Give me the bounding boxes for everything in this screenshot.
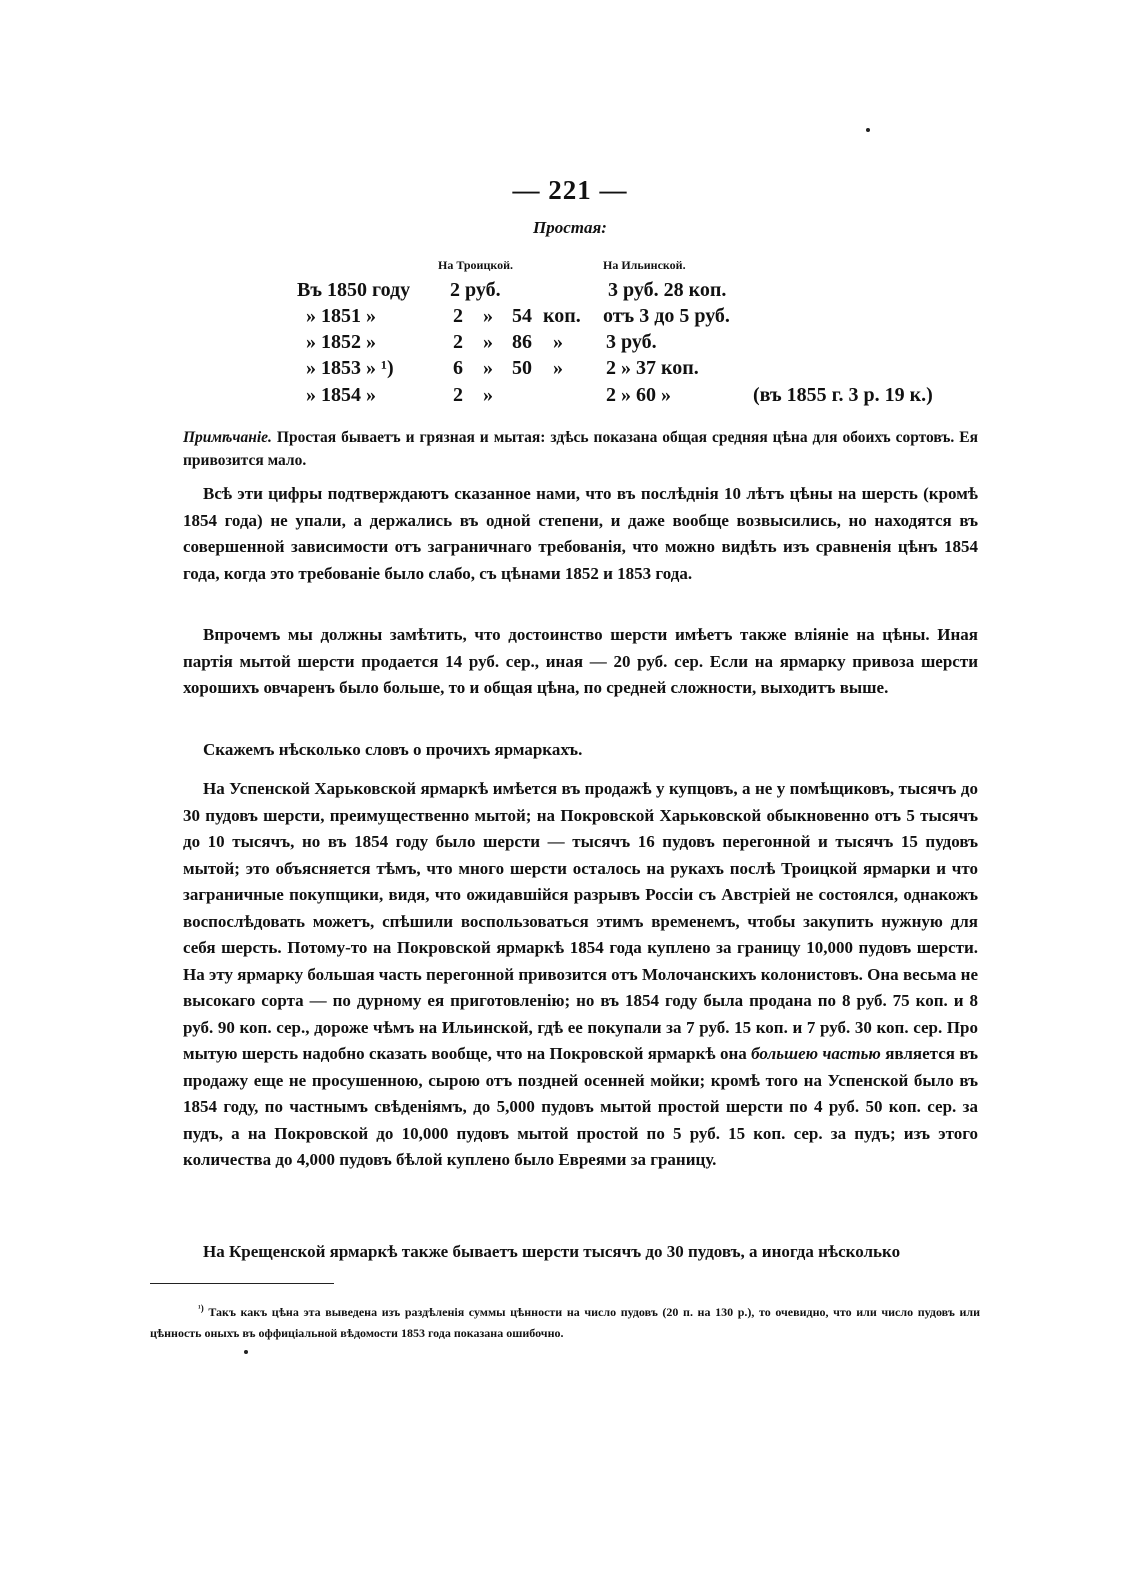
paragraph: Скажемъ нѣсколько словъ о прочихъ ярмаркахъ. bbox=[203, 740, 583, 759]
year-cell: Въ 1850 году bbox=[297, 279, 411, 301]
footnote-text: Такъ какъ цѣна эта выведена изъ раздѣленія суммы цѣнности на число пудовъ (20 п. на 130 р.), то очевидно, что или число пудовъ или цѣнность оныхъ въ оффиціальной вѣдомости 1853 года показана ошибочно. bbox=[150, 1305, 981, 1340]
table-note bbox=[183, 426, 978, 472]
paragraph-last-line: На Крещенской ярмаркѣ также бываетъ шерсти тысячъ до 30 пудовъ, а иногда нѣсколько bbox=[203, 1242, 901, 1261]
troitskaya-cell: » bbox=[483, 384, 493, 406]
troitskaya-cell: коп. bbox=[543, 305, 581, 327]
troitskaya-cell: 2 руб. bbox=[450, 279, 501, 301]
paragraph: Всѣ эти цифры подтверждаютъ сказанное нами, что въ послѣднія 10 лѣтъ цѣны на шерсть (кромѣ 1854 года) не упали, а держались въ одной степени, и даже вообще возвысились, но находятся въ совершенной зависимости отъ заграничнаго требованія, что можно видѣть изъ сравненія цѣнъ 1854 года, когда это требованіе было слабо, съ цѣнами 1852 и 1853 года. bbox=[183, 484, 978, 583]
footnote-marker: ¹) bbox=[198, 1303, 204, 1313]
troitskaya-cell: » bbox=[483, 331, 493, 353]
troitskaya-cell: » bbox=[553, 331, 563, 353]
note-label: Примѣчаніе. bbox=[183, 429, 272, 446]
page-speck bbox=[244, 1350, 248, 1354]
ilyinskaya-cell: 2 » 37 коп. bbox=[606, 357, 699, 379]
troitskaya-cell: 2 bbox=[453, 305, 463, 327]
emphasis-text: большею частью bbox=[751, 1044, 881, 1063]
column-header-ilyinskaya: На Ильинской. bbox=[603, 258, 686, 272]
year-cell: » 1852 » bbox=[306, 331, 376, 353]
troitskaya-cell: 50 bbox=[512, 357, 532, 379]
troitskaya-cell: » bbox=[553, 357, 563, 379]
column-header-troitskaya: На Троицкой. bbox=[438, 258, 514, 272]
page-number: — 221 — bbox=[512, 175, 628, 205]
troitskaya-cell: » bbox=[483, 305, 493, 327]
section-title: Простая: bbox=[533, 218, 607, 237]
note-text: Простая бываетъ и грязная и мытая: здѣсь показана общая средняя цѣна для обоихъ сортовъ. Ея привозится мало. bbox=[183, 429, 978, 469]
troitskaya-cell: 6 bbox=[453, 357, 463, 379]
table-side-note: (въ 1855 г. 3 р. 19 к.) bbox=[753, 384, 933, 406]
footnote bbox=[150, 1298, 980, 1344]
troitskaya-cell: 2 bbox=[453, 384, 463, 406]
ilyinskaya-cell: отъ 3 до 5 руб. bbox=[603, 305, 730, 327]
footnote-rule bbox=[150, 1283, 334, 1284]
year-cell: » 1853 » ¹) bbox=[306, 357, 394, 379]
ilyinskaya-cell: 2 » 60 » bbox=[606, 384, 671, 406]
paragraph: Впрочемъ мы должны замѣтить, что достоинство шерсти имѣетъ также вліяніе на цѣны. Иная партія мытой шерсти продается 14 руб. сер., иная — 20 руб. сер. Если на ярмарку привоза шерсти хорошихъ овчаренъ было больше, то и общая цѣна, по средней сложности, выходитъ выше. bbox=[183, 625, 978, 697]
troitskaya-cell: » bbox=[483, 357, 493, 379]
paragraph-fairs bbox=[183, 776, 978, 1174]
troitskaya-cell: 2 bbox=[453, 331, 463, 353]
paragraph-fairs-part2: является въ продажу еще не просушенною, сырою отъ поздней осенней мойки; кромѣ того на Успенской было въ 1854 году, по частнымъ свѣденіямъ, до 5,000 пудовъ мытой простой шерсти по 4 руб. 50 коп. сер. за пудъ, а на Покровской до 10,000 пудовъ мытой простой по 5 руб. 15 коп. сер. за пудъ; изъ этого количества до 4,000 пудовъ бѣлой куплено было Евреями за границу. bbox=[183, 1044, 978, 1169]
troitskaya-cell: 86 bbox=[512, 331, 532, 353]
year-cell: » 1854 » bbox=[306, 384, 376, 406]
ilyinskaya-cell: 3 руб. 28 коп. bbox=[608, 279, 727, 301]
ilyinskaya-cell: 3 руб. bbox=[606, 331, 657, 353]
troitskaya-cell: 54 bbox=[512, 305, 532, 327]
paragraph-fairs-part1: На Успенской Харьковской ярмаркѣ имѣется въ продажѣ у купцовъ, а не у помѣщиковъ, тысячъ до 30 пудовъ шерсти, преимущественно мытой; на Покровской Харьковской обыкновенно отъ 5 тысячъ до 10 тысячъ, но въ 1854 году было шерсти — тысячъ 16 пудовъ перегонной и тысячъ 15 пудовъ мытой; это объясняется тѣмъ, что много шерсти осталось на рукахъ послѣ Троицкой ярмарки и что заграничные покупщики, видя, что ожидавшійся разрывъ Россіи съ Австріей не состоялся, однакожъ воспослѣдовать можетъ, спѣшили воспользоваться этимъ временемъ, чтобы закупить нужную для себя шерсть. Потому-то на Покровской ярмаркѣ 1854 года куплено за границу 10,000 пудовъ шерсти. На эту ярмарку большая часть перегонной привозится отъ Молочанскихъ колонистовъ. Она весьма не высокаго сорта — по дурному ея приготовленію; но въ 1854 году была продана по 8 руб. 75 коп. и 8 руб. 90 коп. сер., дороже чѣмъ на Ильинской, гдѣ ее покупали за 7 руб. 15 коп. и 7 руб. 30 коп. сер. Про мытую шерсть надобно сказать вообще, что на Покровской ярмаркѣ она bbox=[183, 779, 978, 1063]
page-speck bbox=[866, 128, 870, 132]
year-cell: » 1851 » bbox=[306, 305, 376, 327]
